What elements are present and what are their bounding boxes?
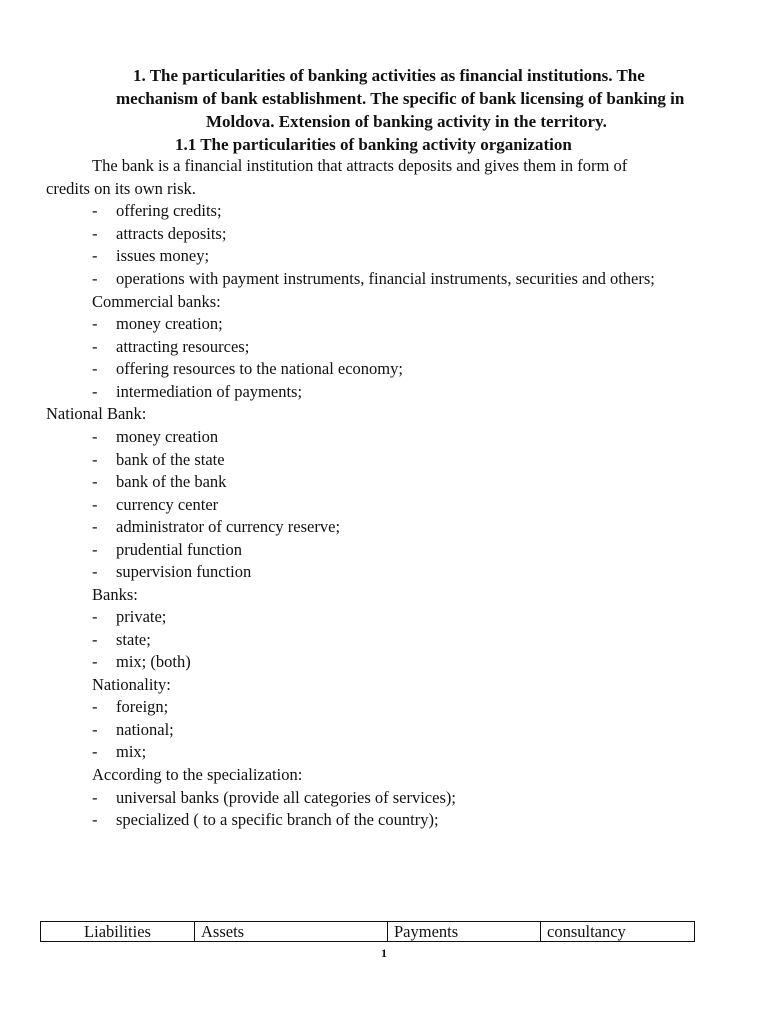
bullet-dash: - <box>92 337 98 356</box>
bullet-dash: - <box>92 450 98 469</box>
bullet-dash: - <box>92 427 98 446</box>
bullet-dash: - <box>92 382 98 401</box>
table-row <box>41 922 695 942</box>
bullet-dash: - <box>92 314 98 333</box>
heading-line-2: mechanism of bank establishment. The specific of bank licensing of banking in <box>116 89 685 108</box>
table-cell-assets: Assets <box>195 922 388 942</box>
table-cell-consultancy: consultancy <box>541 922 695 942</box>
bullet-text: attracts deposits; <box>116 224 227 243</box>
specialization-label: According to the specialization: <box>92 765 303 784</box>
bullet-dash: - <box>92 720 98 739</box>
bullet-dash: - <box>92 201 98 220</box>
table-cell-payments: Payments <box>388 922 541 942</box>
bullet-text: universal banks (provide all categories of services); <box>116 788 456 807</box>
bullet-text: offering credits; <box>116 201 222 220</box>
bullet-dash: - <box>92 472 98 491</box>
bullet-dash: - <box>92 788 98 807</box>
bullet-text: bank of the bank <box>116 472 227 491</box>
bullet-dash: - <box>92 269 98 288</box>
services-table <box>40 921 695 942</box>
bullet-text: operations with payment instruments, financial instruments, securities and others; <box>116 269 655 288</box>
bullet-text: administrator of currency reserve; <box>116 517 341 536</box>
commercial-banks-label: Commercial banks: <box>92 292 221 311</box>
bullet-text: prudential function <box>116 540 243 559</box>
bullet-dash: - <box>92 540 98 559</box>
bullet-text: attracting resources; <box>116 337 250 356</box>
bullet-text: bank of the state <box>116 450 225 469</box>
bullet-dash: - <box>92 495 98 514</box>
bullet-dash: - <box>92 607 98 626</box>
bullet-dash: - <box>92 359 98 378</box>
bullet-text: issues money; <box>116 246 210 265</box>
subheading: 1.1 The particularities of banking activity organization <box>175 135 572 154</box>
bullet-text: intermediation of payments; <box>116 382 303 401</box>
table-cell-liabilities: Liabilities <box>41 922 195 942</box>
bullet-text: money creation <box>116 427 219 446</box>
bullet-dash: - <box>92 517 98 536</box>
national-bank-label: National Bank: <box>46 404 147 423</box>
bullet-dash: - <box>92 697 98 716</box>
bullet-text: offering resources to the national economy; <box>116 359 403 378</box>
intro-line-2: credits on its own risk. <box>46 179 196 198</box>
page-number: 1 <box>381 946 387 960</box>
bullet-dash: - <box>92 630 98 649</box>
intro-line-1: The bank is a financial institution that attracts deposits and gives them in form of <box>92 156 628 175</box>
bullet-text: foreign; <box>116 697 169 716</box>
bullet-dash: - <box>92 224 98 243</box>
bullet-text: mix; <box>116 742 147 761</box>
bullet-text: state; <box>116 630 151 649</box>
bullet-dash: - <box>92 562 98 581</box>
bullet-text: specialized ( to a specific branch of the country); <box>116 810 439 829</box>
bullet-text: national; <box>116 720 174 739</box>
bullet-text: currency center <box>116 495 219 514</box>
nationality-label: Nationality: <box>92 675 171 694</box>
bullet-dash: - <box>92 246 98 265</box>
bullet-text: mix; (both) <box>116 652 191 671</box>
bullet-dash: - <box>92 652 98 671</box>
heading-line-3: Moldova. Extension of banking activity in the territory. <box>206 112 607 131</box>
bullet-text: supervision function <box>116 562 252 581</box>
bullet-dash: - <box>92 810 98 829</box>
heading-line-1: 1. The particularities of banking activities as financial institutions. The <box>133 66 645 85</box>
banks-label: Banks: <box>92 585 138 604</box>
bullet-text: private; <box>116 607 167 626</box>
bullet-text: money creation; <box>116 314 223 333</box>
bullet-dash: - <box>92 742 98 761</box>
